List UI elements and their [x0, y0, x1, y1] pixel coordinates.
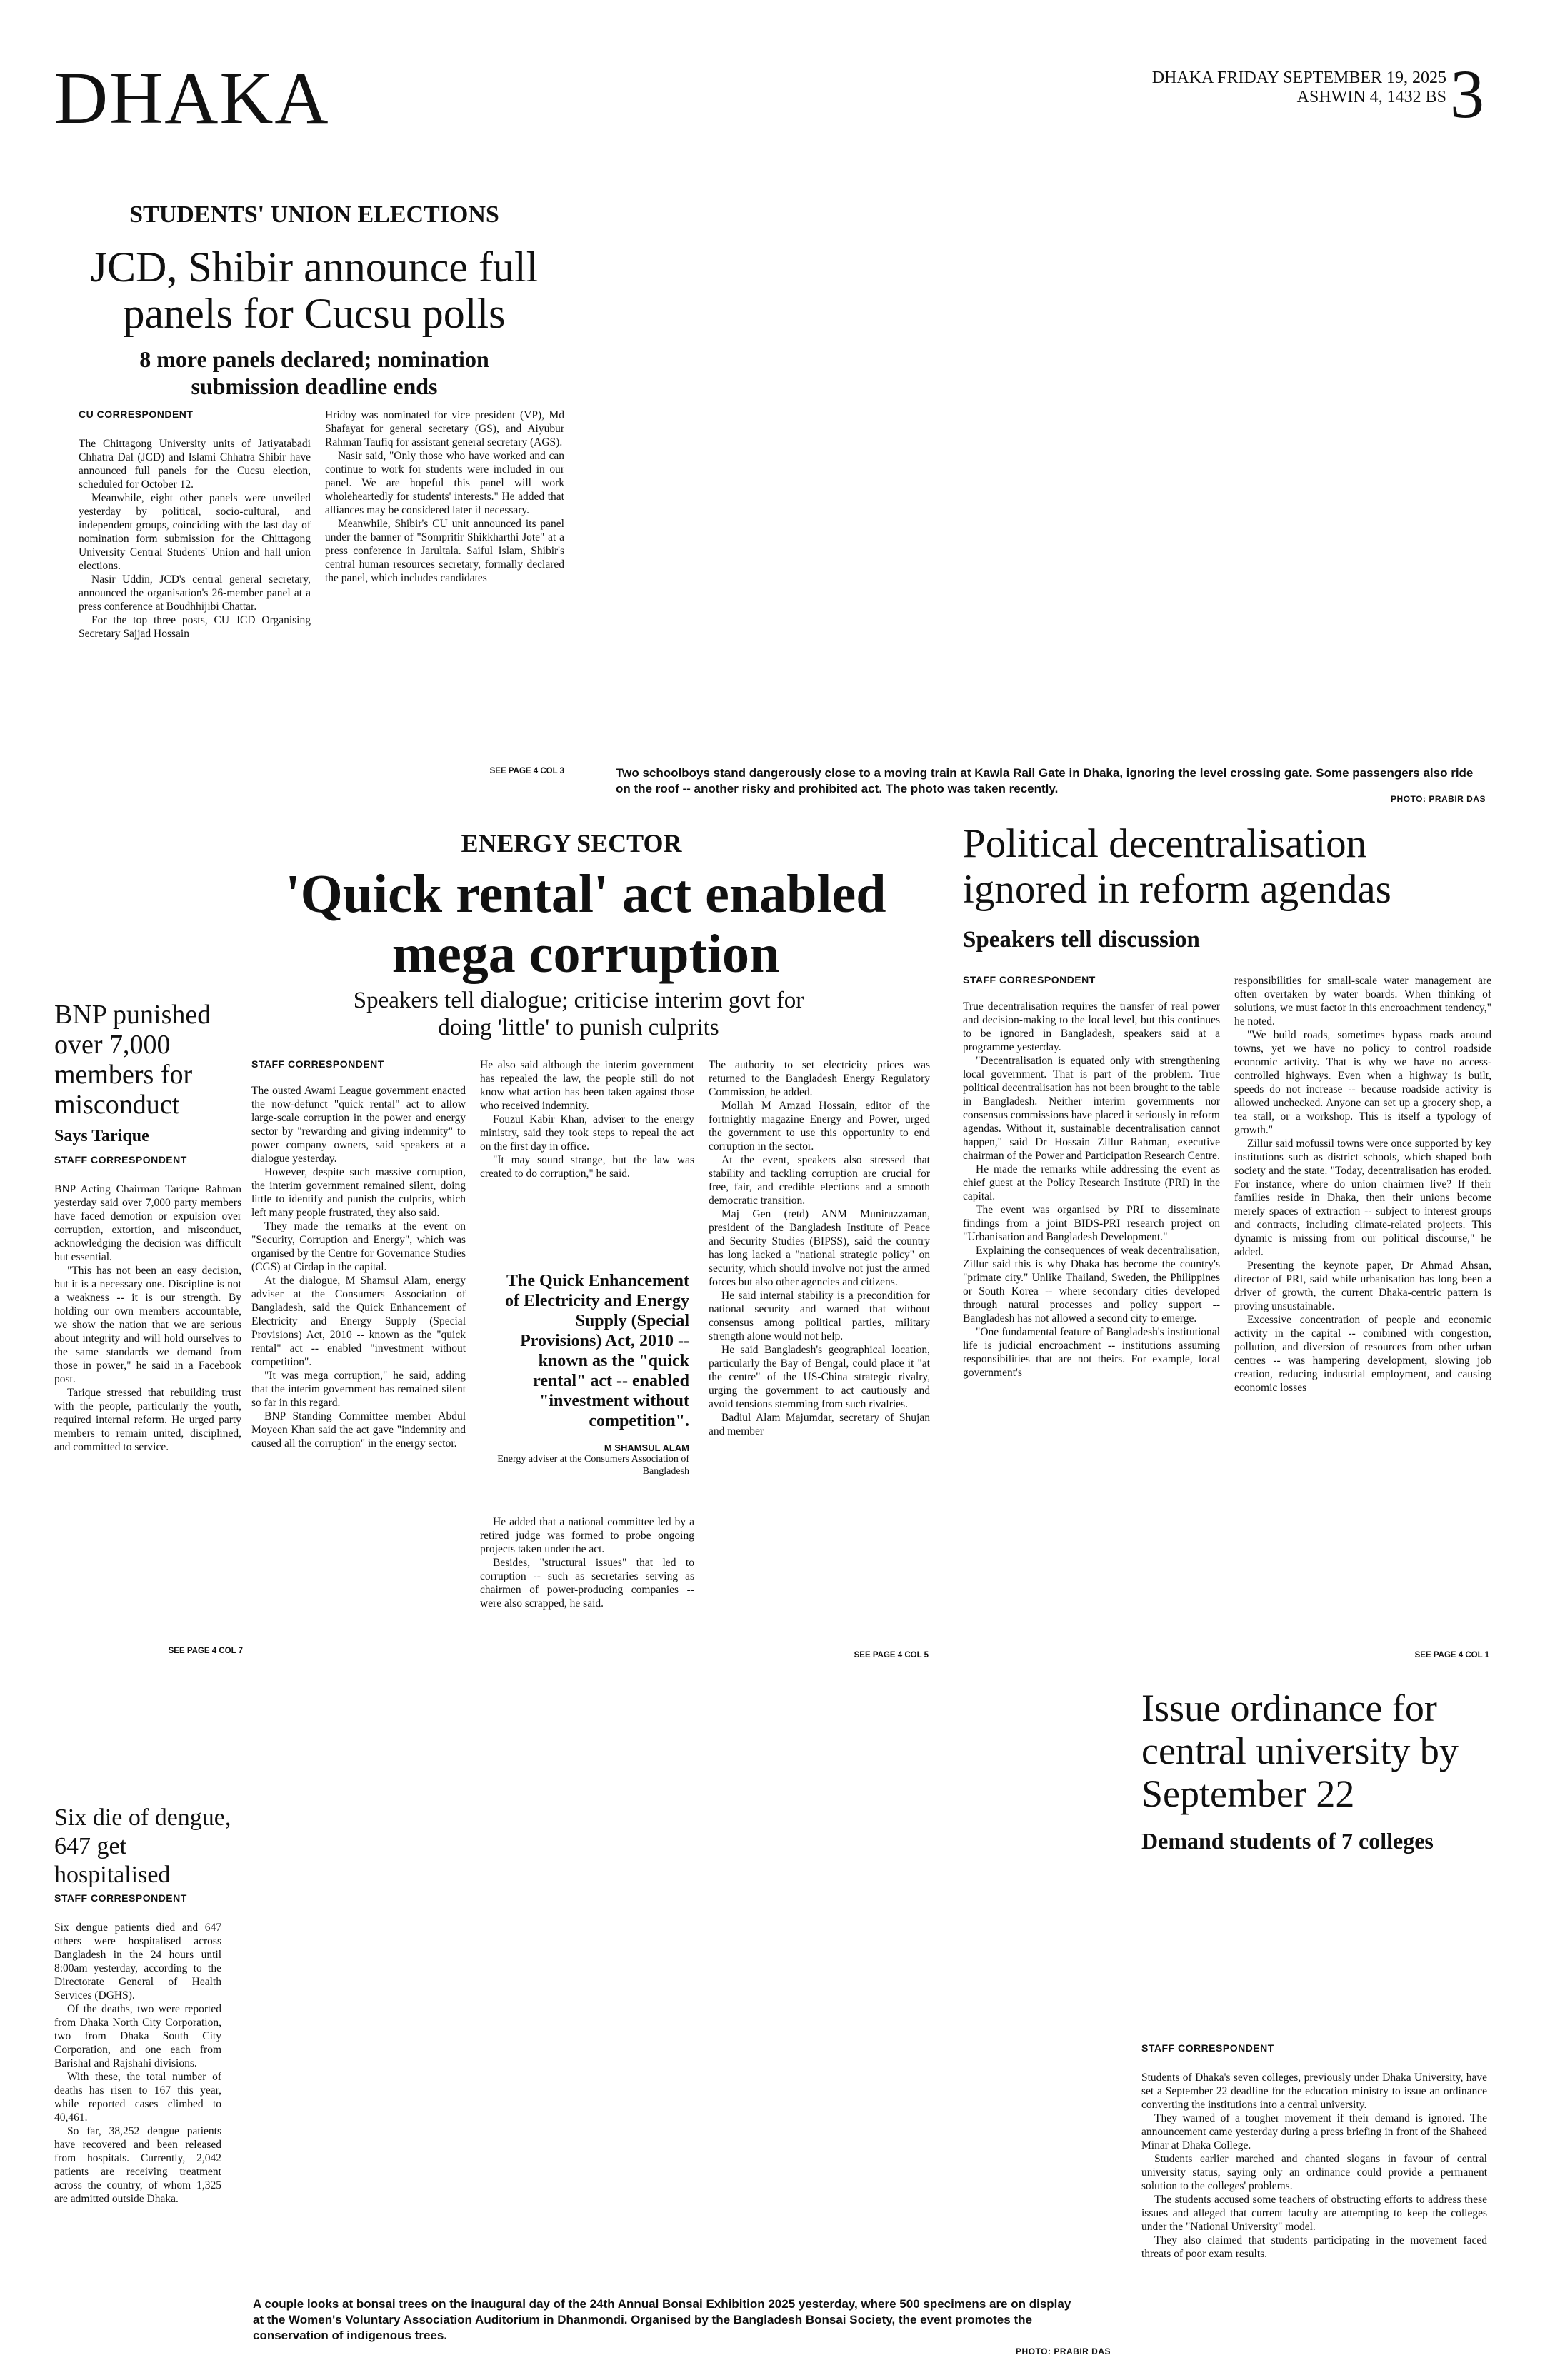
colleges-body [1141, 2071, 1487, 2371]
paragraph: Tarique stressed that rebuilding trust with the people, particularly the youth, required internal reform. He urged party members to remain united, disciplined, and committed to service. [54, 1387, 241, 1453]
paragraph: At the event, speakers also stressed that stability and tackling corruption are crucial for free, fair, and credible elections and a smooth democratic transition. [709, 1154, 930, 1207]
paragraph: He also said although the interim government has repealed the law, the people still do not know what action has been taken against those who received indemnity. [480, 1059, 694, 1112]
energy-jump[interactable]: SEE PAGE 4 COL 5 [854, 1651, 929, 1660]
paragraph: The students accused some teachers of obstructing efforts to address these issues and alleged that current faculty are attempting to keep the colleges under the "National University" model. [1141, 2194, 1487, 2233]
paragraph: "This has not been an easy decision, but it is a necessary one. Discipline is not a weakness -- it is our strength. By holding our own members accountable, we show the nation that we are serious about integrity and will hold ourselves to the same standards we demand from those in power," he said in a Facebook post. [54, 1265, 241, 1385]
colleges-headline: Issue ordinance for central university by September 22 [1141, 1687, 1459, 1815]
paragraph: He said internal stability is a precondition for national security and warned that without consensus among political parties, military strength alone would not help. [709, 1290, 930, 1342]
cucsu-headline: JCD, Shibir announce full panels for Cucsu polls [90, 243, 539, 337]
cucsu-jump[interactable]: SEE PAGE 4 COL 3 [489, 767, 564, 775]
paragraph: True decentralisation requires the transfer of real power and decision-making to the local level, but this continues to be ignored in Bangladesh, speakers said at a programme yesterday. [963, 1000, 1220, 1053]
paragraph: He made the remarks while addressing the event as chief guest at the Policy Research Institute (PRI) in the capital. [963, 1163, 1220, 1202]
decentral-headline: Political decentralisation ignored in reform agendas [963, 821, 1391, 912]
cucsu-col-2 [325, 408, 564, 773]
paragraph: Nasir said, "Only those who have worked and can continue to work for students were included in our panel. We are hopeful this panel will work wholeheartedly for students' interests." He added that alliances may be considered later if necessary. [325, 450, 564, 516]
bnp-subhead: Says Tarique [54, 1127, 149, 1145]
bonsai-photo-caption: A couple looks at bonsai trees on the inaugural day of the 24th Annual Bonsai Exhibition 2025 yesterday, where 500 specimens are on display at the Women's Voluntary Association Auditorium in Dhanmondi. Organised by the Bangladesh Bonsai Society, the event promotes the conservation of indigenous trees. [253, 2297, 1071, 2342]
colleges-byline: STAFF CORRESPONDENT [1141, 2042, 1274, 2054]
energy-headline: 'Quick rental' act enabled mega corruption [285, 864, 886, 984]
paragraph: Zillur said mofussil towns were once supported by key institutions such as district schools, which shaped both society and the state. "Today, decentralisation has eroded. For instance, where do union chairmen live? If their families reside in Dhaka, then their unions become merely spaces of extraction -- subject to interest groups and contracts, including climate-related projects. This dynamic is missing from our political discourse," he added. [1234, 1138, 1491, 1258]
paragraph: They also claimed that students participating in the movement faced threats of poor exam results. [1141, 2234, 1487, 2260]
bnp-byline: STAFF CORRESPONDENT [54, 1154, 187, 1165]
date-block [1114, 69, 1446, 107]
paragraph: Explaining the consequences of weak decentralisation, Zillur said this is why Dhaka has become the country's "primate city." Unlike Thailand, Sweden, the Philippines or South Korea -- where secondary cities developed through natural processes and policy support -- Bangladesh has not allowed a second city to emerge. [963, 1245, 1220, 1325]
paragraph: The ousted Awami League government enacted the now-defunct "quick rental" act to allow large-scale corruption in the power and energy sector by "rewarding and giving indemnity" to power company owners, said speakers at a dialogue yesterday. [251, 1085, 466, 1165]
bnp-jump[interactable]: SEE PAGE 4 COL 7 [168, 1647, 243, 1655]
paragraph: Fouzul Kabir Khan, adviser to the energy ministry, said they took steps to repeal the act on the first day in office. [480, 1113, 694, 1153]
paragraph: Badiul Alam Majumdar, secretary of Shujan and member [709, 1412, 930, 1437]
paragraph: Of the deaths, two were reported from Dhaka North City Corporation, two from Dhaka South City Corporation, and one each from Barishal and Rajshahi divisions. [54, 2003, 221, 2069]
cucsu-subhead: 8 more panels declared; nomination submission deadline ends [139, 346, 489, 399]
energy-col-2-top [480, 1058, 694, 1247]
paragraph: BNP Acting Chairman Tarique Rahman yesterday said over 7,000 party members have faced demotion or expulsion over corruption, extortion, and misconduct, acknowledging the decision was difficult but essential. [54, 1183, 241, 1263]
paragraph: Six dengue patients died and 647 others were hospitalised across Bangladesh in the 24 hours until 8:00am yesterday, according to the Directorate General of Health Services (DGHS). [54, 1922, 221, 2002]
paragraph: Besides, "structural issues" that led to corruption -- such as secretaries serving as chairmen of power-producing companies -- were also scrapped, he said. [480, 1557, 694, 1610]
energy-col-2-bottom [480, 1515, 694, 1658]
paragraph: They warned of a tougher movement if their demand is ignored. The announcement came yesterday during a press briefing in front of the Shaheed Minar at Dhaka College. [1141, 2112, 1487, 2151]
paragraph: "It may sound strange, but the law was created to do corruption," he said. [480, 1154, 694, 1180]
decentral-col-1 [963, 1000, 1220, 1650]
paragraph: The Chittagong University units of Jatiyatabadi Chhatra Dal (JCD) and Islami Chhatra Shibir have announced full panels for the Cucsu election, scheduled for October 12. [79, 438, 311, 491]
paragraph: The authority to set electricity prices was returned to the Bangladesh Energy Regulatory Commission, he added. [709, 1059, 930, 1098]
paragraph: "We build roads, sometimes bypass roads around towns, yet we have no policy to control roadside economic activity. That is why we have no access-controlled highways. Even when a highway is built, speeds do not increase -- because roadside activity is allowed unchecked. Anyone can set up a grocery shop, a tea stall, or a workshop. This is itself a typology of growth." [1234, 1029, 1491, 1136]
paragraph: Mollah M Amzad Hossain, editor of the fortnightly magazine Energy and Power, urged the government to use this opportunity to end corruption in the sector. [709, 1100, 930, 1153]
paragraph: Excessive concentration of people and economic activity in the capital -- combined with congestion, pollution, and diversion of resources from other urban centres -- was hampering development, slowing job creation, reducing industrial employment, and causing economic losses [1234, 1314, 1491, 1394]
paragraph: However, despite such massive corruption, the interim government remained silent, doing little to identify and punish the culprits, which left many people frustrated, they also said. [251, 1166, 466, 1219]
paragraph: Nasir Uddin, JCD's central general secretary, announced the organisation's 26-member panel at a press conference at Boudhhijibi Chattar. [79, 573, 311, 613]
energy-col-3 [709, 1058, 930, 1644]
paragraph: BNP Standing Committee member Abdul Moyeen Khan said the act gave "indemnity and caused all the corruption" in the energy sector. [251, 1410, 466, 1450]
colleges-subhead: Demand students of 7 colleges [1141, 1828, 1434, 1854]
paragraph: Hridoy was nominated for vice president (VP), Md Shafayat for general secretary (GS), and Aiyubur Rahman Taufiq for assistant general secretary (AGS). [325, 409, 564, 448]
pullquote-title: Energy adviser at the Consumers Association of Bangladesh [497, 1454, 689, 1477]
paragraph: Meanwhile, eight other panels were unveiled yesterday by political, socio-cultural, and independent groups, coinciding with the last day of nomination form submission for the Chittagong University Central Students' Union and hall union elections. [79, 492, 311, 572]
paragraph: For the top three posts, CU JCD Organising Secretary Sajjad Hossain [79, 614, 311, 640]
paragraph: With these, the total number of deaths has risen to 167 this year, while reported cases climbed to 40,461. [54, 2071, 221, 2124]
date-line: DHAKA FRIDAY SEPTEMBER 19, 2025 [1151, 69, 1446, 87]
decentral-col-2 [1234, 974, 1491, 1645]
decentral-subhead: Speakers tell discussion [963, 927, 1200, 953]
dengue-body [54, 1921, 221, 2356]
energy-subhead: Speakers tell dialogue; criticise interim govt for doing 'little' to punish culprits [353, 988, 804, 1040]
paragraph: They made the remarks at the event on "Security, Corruption and Energy", which was organised by the Centre for Governance Studies (CGS) at Cirdap in the capital. [251, 1220, 466, 1273]
page-number: 3 [1450, 56, 1484, 132]
bonsai-photo-credit: PHOTO: PRABIR DAS [1016, 2346, 1111, 2356]
paragraph: Students of Dhaka's seven colleges, previously under Dhaka University, have set a September 22 deadline for the education ministry to issue an ordinance converting the institutions into a central university. [1141, 2072, 1487, 2111]
energy-pullquote [493, 1271, 689, 1477]
decentral-byline: STAFF CORRESPONDENT [963, 974, 1096, 985]
cucsu-kicker: STUDENTS' UNION ELECTIONS [129, 201, 499, 228]
pullquote-name: M SHAMSUL ALAM [604, 1442, 689, 1453]
decentral-jump[interactable]: SEE PAGE 4 COL 1 [1414, 1651, 1489, 1660]
paragraph: So far, 38,252 dengue patients have recovered and been released from hospitals. Currently, 2,042 patients are receiving treatment across the country, of whom 1,325 are admitted outside Dhaka. [54, 2125, 221, 2205]
paragraph: "It was mega corruption," he said, adding that the interim government has remained silent so far in this regard. [251, 1370, 466, 1409]
dengue-headline: Six die of dengue, 647 get hospitalised [54, 1804, 231, 1888]
dengue-byline: STAFF CORRESPONDENT [54, 1892, 187, 1904]
energy-col-1 [251, 1084, 466, 1662]
bnp-headline: BNP punished over 7,000 members for misconduct [54, 1000, 211, 1120]
pullquote-text: The Quick Enhancement of Electricity and Energy Supply (Special Provisions) Act, 2010 -- known as the "quick rental" act -- enabled "investment without competition". [505, 1272, 689, 1430]
paragraph: The event was organised by PRI to disseminate findings from a joint BIDS-PRI research project on "Urbanisation and Bangladesh Development." [963, 1204, 1220, 1243]
train-photo [614, 171, 1486, 757]
bangla-date: ASHWIN 4, 1432 BS [1296, 88, 1446, 106]
cucsu-byline: CU CORRESPONDENT [79, 408, 194, 420]
paragraph: "One fundamental feature of Bangladesh's institutional life is judicial encroachment -- institutions assuming responsibilities that are not theirs. For example, local government's [963, 1326, 1220, 1379]
bnp-body [54, 1183, 241, 1640]
paragraph: Maj Gen (retd) ANM Muniruzzaman, president of the Bangladesh Institute of Peace and Security Studies (BIPSS), said the country has long lacked a "national strategic policy" on security, which should involve not just the armed forces but also other agencies and citizens. [709, 1208, 930, 1288]
paragraph: At the dialogue, M Shamsul Alam, energy adviser at the Consumers Association of Bangladesh, said the Quick Enhancement of Electricity and Energy Supply (Special Provisions) Act, 2010 -- known as the "quick rental" act -- enabled "investment without competition". [251, 1275, 466, 1368]
paragraph: Presenting the keynote paper, Dr Ahmad Ahsan, director of PRI, said while urbanisation has long been a driver of growth, the current Dhaka-centric pattern is proving unsustainable. [1234, 1260, 1491, 1312]
paragraph: Meanwhile, Shibir's CU unit announced its panel under the banner of "Sompritir Shikkharthi Jote" at a press conference in Jarultala. Saiful Islam, Shibir's central human resources secretary, formally declared the panel, which includes candidates [325, 518, 564, 584]
paragraph: responsibilities for small-scale water management are often overtaken by water boards. When thinking of solutions, we must factor in this encroachment tendency," he noted. [1234, 975, 1491, 1028]
paragraph: Students earlier marched and chanted slogans in favour of central university status, saying only an ordinance could provide a permanent solution to the colleges' problems. [1141, 2153, 1487, 2192]
energy-kicker: ENERGY SECTOR [461, 829, 682, 858]
bonsai-photo [251, 1699, 1109, 2285]
paragraph: He added that a national committee led by a retired judge was formed to probe ongoing projects taken under the act. [480, 1516, 694, 1555]
section-title: DHAKA [54, 57, 330, 139]
train-photo-credit: PHOTO: PRABIR DAS [1391, 794, 1486, 804]
paragraph: He said Bangladesh's geographical location, particularly the Bay of Bengal, could place it "at the centre" of the US-China strategic rivalry, urging the government to act cautiously and avoid tensions stemming from such rivalries. [709, 1344, 930, 1410]
train-photo-caption: Two schoolboys stand dangerously close to a moving train at Kawla Rail Gate in Dhaka, ignoring the level crossing gate. Some passengers also ride on the roof -- another risky and prohibited act. The photo was taken recently. [616, 766, 1474, 795]
paragraph: "Decentralisation is equated only with strengthening local government. That is part of the problem. True political decentralisation has not been brought to the table in Bangladesh. Neither interim governments nor consensus commissions have placed it seriously in reform agendas. Without it, sustainable decentralisation cannot happen," said Dr Hossain Zillur Rahman, executive chairman of the Power and Participation Research Centre. [963, 1055, 1220, 1162]
energy-byline: STAFF CORRESPONDENT [251, 1058, 384, 1070]
cucsu-col-1 [79, 437, 311, 773]
